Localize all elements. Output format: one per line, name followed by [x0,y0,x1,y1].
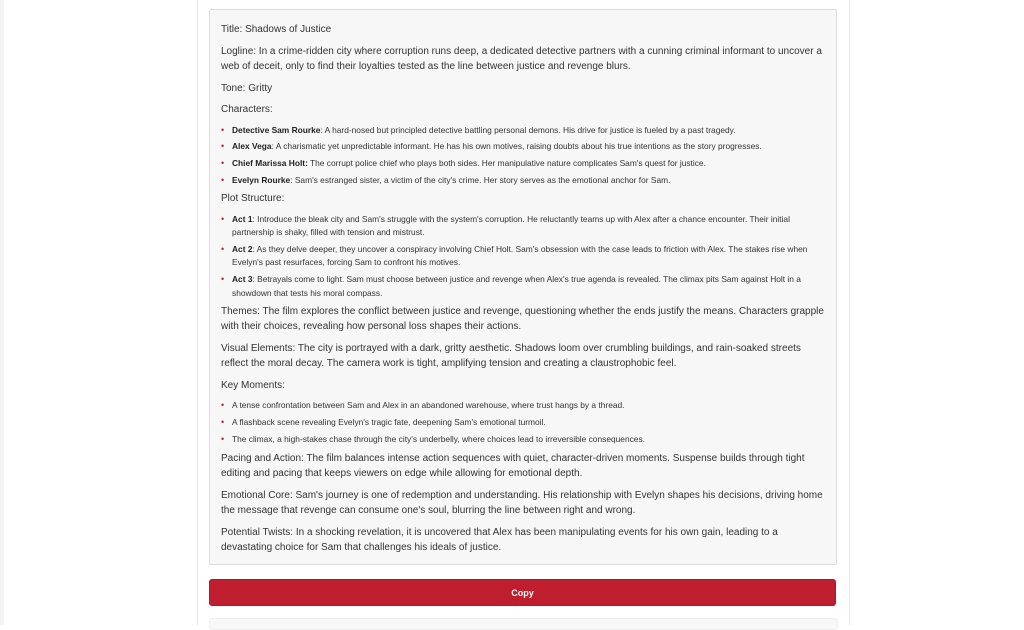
list-item [221,243,825,270]
list-item [221,157,825,170]
bullet-icon: • [221,434,225,445]
character-name: Chief Marissa Holt: [232,158,308,169]
character-desc: A hard-nosed but principled detective battling personal demons. His drive for justice is fueled by a past tragedy. [322,124,736,135]
generated-output-box [209,9,837,565]
bullet-icon: • [221,158,225,169]
key-moments-heading: Key Moments: [221,379,285,391]
act-name: Act 3 [232,274,253,285]
output-title: Title: Shadows of Justice [221,24,332,35]
list-item [221,124,825,137]
separator: : [290,175,293,186]
separator: : [320,124,323,135]
bullet-icon: • [221,400,225,411]
moment-text: The climax, a high-stakes chase through the city's underbelly, where choices lead to irreversible consequences. [232,434,645,445]
twists-paragraph: Potential Twists: In a shocking revelation, it is uncovered that Alex has been manipulating events for his own gain, leading to a devastating choice for Sam that challenges his ideals of justice. [221,526,778,554]
character-name: Evelyn Rourke [232,175,291,186]
characters-heading: Characters: [221,104,273,115]
themes-paragraph: Themes: The film explores the conflict between justice and revenge, questioning whether the ends justify the means. Characters grapple with their choices, revealing how personal loss shapes their actions. [221,305,824,333]
moment-text: A tense confrontation between Sam and Alex in an abandoned warehouse, where trust hangs by a thread. [232,400,625,411]
list-item [221,140,825,153]
list-item [221,416,825,429]
list-item [221,213,825,240]
next-output-box [209,618,838,630]
list-item [221,399,825,412]
output-tone: Tone: Gritty [221,82,273,94]
act-desc: Betrayals come to light. Sam must choose between justice and revenge when Alex's true agenda is revealed. The climax pits Sam against Holt in a showdown that tests his moral compass. [232,274,801,298]
character-desc: The corrupt police chief who plays both sides. Her manipulative nature complicates Sam's quest for justice. [307,158,706,169]
character-name: Alex Vega [232,141,272,152]
bullet-icon: • [221,417,225,428]
act-name: Act 2 [232,244,253,255]
list-item [221,273,825,300]
separator: : [252,274,255,285]
visual-elements-paragraph: Visual Elements: The city is portrayed with a dark, gritty aesthetic. Shadows loom over crumbling buildings, and rain-soaked streets reflect the moral decay. The camera work is tight, amplifying tension and creating a claustrophobic feel. [221,342,801,370]
character-name: Detective Sam Rourke [232,124,321,135]
list-item [221,433,825,446]
act-name: Act 1 [232,213,253,224]
separator: : [252,213,255,224]
pacing-paragraph: Pacing and Action: The film balances intense action sequences with quiet, character-driven moments. Suspense builds through tight editing and pacing that keeps viewers on edge while allowing for emotional depth. [221,452,805,480]
emotional-core-paragraph: Emotional Core: Sam's journey is one of redemption and understanding. His relationship with Evelyn shapes his decisions, driving home the message that revenge can consume one's soul, blurring the line between right and wrong. [221,489,823,517]
characters-list [221,124,825,188]
character-desc: Sam's estranged sister, a victim of the city's crime. Her story serves as the emotional anchor for Sam. [292,175,671,186]
act-desc: As they delve deeper, they uncover a conspiracy involving Chief Holt. Sam's obsession with the case leads to friction with Alex. The stakes rise when Evelyn's past resurfaces, forcing Sam to confront his motives. [232,244,808,268]
bullet-icon: • [221,213,225,224]
bullet-icon: • [221,274,225,285]
list-item [221,174,825,187]
character-desc: A charismatic yet unpredictable informant. He has his own motives, raising doubts about his true intentions as the story progresses. [273,141,762,152]
left-panel-edge [0,0,4,625]
bullet-icon: • [221,124,225,135]
output-logline: Logline: In a crime-ridden city where corruption runs deep, a dedicated detective partners with a cunning criminal informant to uncover a web of deceit, only to find their loyalties tested as the line between justice and revenge blurs. [221,45,822,72]
plot-heading: Plot Structure: [221,193,285,205]
bullet-icon: • [221,141,225,152]
copy-button[interactable]: Copy [209,579,836,606]
main-column [197,0,850,625]
separator: : [271,141,274,152]
moment-text: A flashback scene revealing Evelyn's tragic fate, deepening Sam's emotional turmoil. [232,417,546,428]
key-moments-list [221,399,825,446]
bullet-icon: • [221,175,225,186]
separator: : [252,244,255,255]
act-desc: Introduce the bleak city and Sam's struggle with the system's corruption. He reluctantly teams up with Alex after a chance encounter. Their initial partnership is shaky, filled with tension and mistrust. [232,213,790,238]
plot-list [221,213,825,300]
bullet-icon: • [221,244,225,255]
